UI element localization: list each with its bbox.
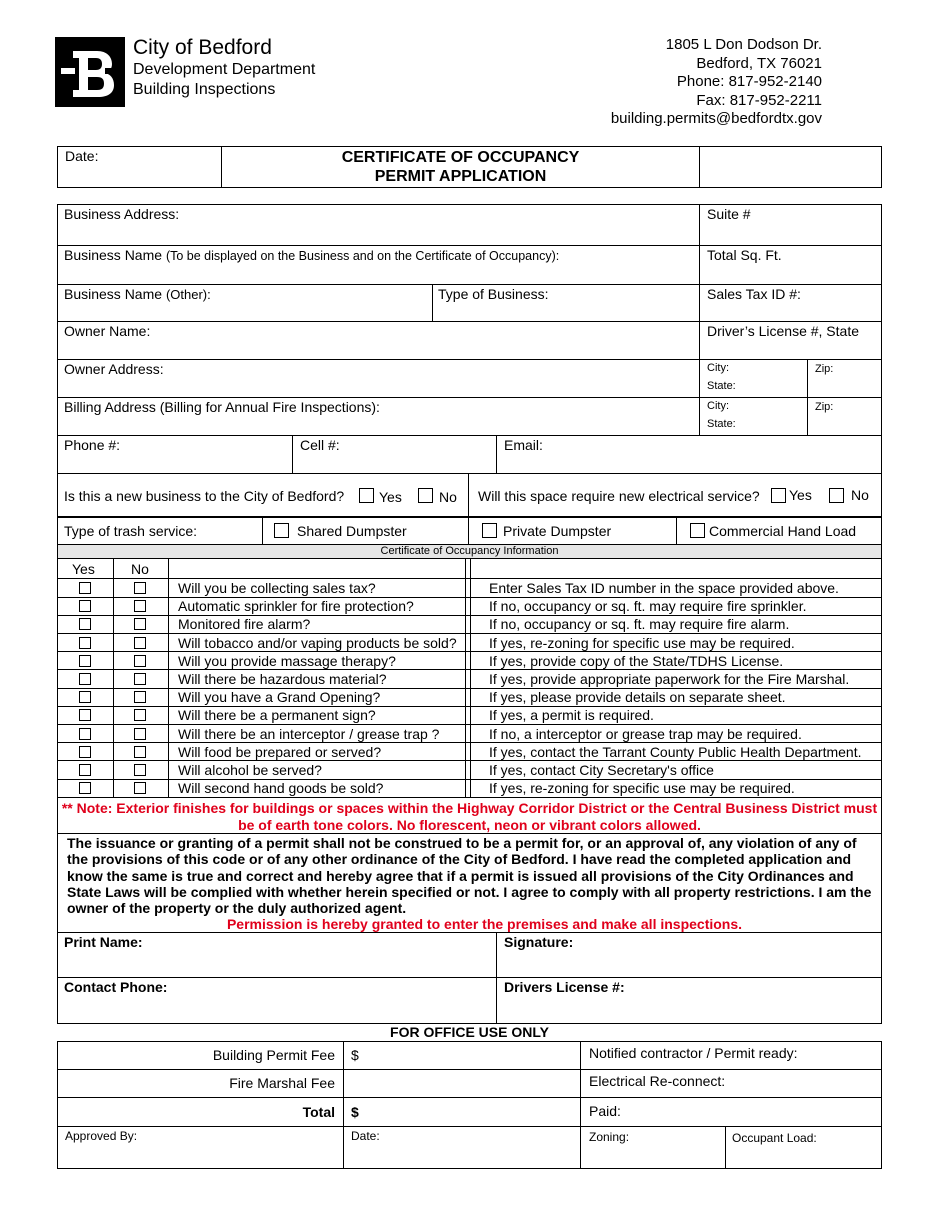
city-logo <box>55 37 125 107</box>
certification-line: State Laws will be complied with whether herein specified or not. I agree to comply with all property restrictions. I am the <box>67 883 872 900</box>
form-title-line2: PERMIT APPLICATION <box>374 168 547 185</box>
co-question-text: Will you be collecting sales tax? <box>178 580 376 596</box>
commercial-hand-load-label: Commercial Hand Load <box>709 523 857 539</box>
owner-city-field[interactable]: City: <box>707 362 729 374</box>
total-sqft-field[interactable]: Total Sq. Ft. <box>707 247 782 263</box>
co-question-row <box>57 579 882 597</box>
business-name-other-note: (Other): <box>165 287 211 302</box>
co-no-checkbox[interactable] <box>134 691 146 703</box>
co-question-row <box>57 761 882 779</box>
co-yes-checkbox[interactable] <box>79 728 91 740</box>
drivers-license-state-field[interactable]: Driver’s License #, State <box>707 323 859 339</box>
org-name: City of Bedford <box>133 36 272 59</box>
new-business-question: Is this a new business to the City of Bedford? <box>64 488 345 504</box>
co-yes-checkbox[interactable] <box>79 764 91 776</box>
owner-name-field[interactable]: Owner Name: <box>64 323 151 339</box>
co-yes-checkbox[interactable] <box>79 582 91 594</box>
fax-number: Fax: 817-952-2211 <box>696 91 822 109</box>
suite-field[interactable]: Suite # <box>707 206 751 222</box>
yes-column-header: Yes <box>72 561 95 577</box>
co-question-text: Will you provide massage therapy? <box>178 652 396 669</box>
co-no-checkbox[interactable] <box>134 782 146 794</box>
co-no-checkbox[interactable] <box>134 582 146 594</box>
owner-zip-field[interactable]: Zip: <box>815 363 834 375</box>
title-blank-cell[interactable] <box>700 147 881 187</box>
address-block <box>611 36 822 129</box>
no-column-header: No <box>131 561 149 577</box>
total-label: Total <box>302 1104 335 1120</box>
co-question-text: Will you have a Grand Opening? <box>178 689 381 706</box>
billing-state-field[interactable]: State: <box>707 418 736 430</box>
department-name: Development Department <box>133 61 316 78</box>
electrical-no-label: No <box>851 487 869 503</box>
co-question-note: If no, occupancy or sq. ft. may require fire alarm. <box>489 616 790 633</box>
co-no-checkbox[interactable] <box>134 637 146 649</box>
co-yes-checkbox[interactable] <box>79 691 91 703</box>
co-question-text: Will there be an interceptor / grease trap ? <box>178 725 440 742</box>
occupant-load-field[interactable]: Occupant Load: <box>732 1131 817 1145</box>
co-question-note: If yes, provide appropriate paperwork for the Fire Marshal. <box>489 671 850 687</box>
total-field[interactable]: $ <box>351 1104 359 1120</box>
co-yes-checkbox[interactable] <box>79 746 91 758</box>
permission-statement: Permission is hereby granted to enter the premises and make all inspections. <box>226 916 743 932</box>
co-question-text: Will second hand goods be sold? <box>178 780 384 797</box>
co-question-text: Will there be hazardous material? <box>178 671 387 687</box>
building-permit-fee-label: Building Permit Fee <box>212 1047 335 1063</box>
address-line1: 1805 L Don Dodson Dr. <box>665 36 822 53</box>
electrical-reconnect-field[interactable]: Electrical Re-connect: <box>589 1073 726 1089</box>
date-label: Date: <box>65 148 99 164</box>
business-name-other-field[interactable] <box>64 286 211 302</box>
shared-dumpster-checkbox[interactable] <box>274 523 289 538</box>
exterior-note <box>57 800 882 834</box>
co-no-checkbox[interactable] <box>134 764 146 776</box>
business-address-field[interactable]: Business Address: <box>64 206 180 222</box>
cell-field[interactable]: Cell #: <box>300 437 340 453</box>
co-info-title: Certificate of Occupancy Information <box>380 545 559 557</box>
co-question-note: If no, a interceptor or grease trap may be required. <box>489 725 802 742</box>
co-question-note: If no, occupancy or sq. ft. may require fire sprinkler. <box>489 598 807 615</box>
form-title <box>222 148 699 186</box>
co-yes-checkbox[interactable] <box>79 709 91 721</box>
phone-number: Phone: 817-952-2140 <box>676 73 822 90</box>
co-question-note: If yes, contact City Secretary's office <box>489 762 714 778</box>
electrical-question: Will this space require new electrical service? <box>478 488 760 504</box>
business-name-other-label: Business Name <box>64 286 166 302</box>
co-yes-checkbox[interactable] <box>79 655 91 667</box>
co-question-text: Will tobacco and/or vaping products be sold? <box>178 634 457 651</box>
co-yes-checkbox[interactable] <box>79 673 91 685</box>
co-info-header <box>57 545 882 558</box>
co-question-note: Enter Sales Tax ID number in the space provided above. <box>489 580 839 596</box>
certification-line: owner of the property or the duly authorized agent. <box>67 900 407 917</box>
co-question-row <box>57 652 882 670</box>
business-name-note: (To be displayed on the Business and on the Certificate of Occupancy): <box>165 249 560 263</box>
co-question-text: Will food be prepared or served? <box>178 743 382 760</box>
co-yes-checkbox[interactable] <box>79 637 91 649</box>
shared-dumpster-label: Shared Dumpster <box>297 523 407 539</box>
billing-city-field[interactable]: City: <box>707 400 729 412</box>
co-question-row <box>57 688 882 706</box>
certification-line: know the same is true and correct and hereby agree that if a permit is issued all provisions of the City Ordinances and <box>67 867 854 884</box>
co-question-row <box>57 615 882 633</box>
co-no-checkbox[interactable] <box>134 709 146 721</box>
certification-line: the provisions of this code or of any other ordinance of the City of Bedford. I have read the completed application and <box>67 851 852 868</box>
owner-state-field[interactable]: State: <box>707 380 736 392</box>
office-date-field[interactable]: Date: <box>351 1129 380 1143</box>
co-yes-checkbox[interactable] <box>79 618 91 630</box>
co-no-checkbox[interactable] <box>134 618 146 630</box>
co-question-row <box>57 706 882 724</box>
business-name-field[interactable] <box>64 247 559 263</box>
new-business-no-label: No <box>439 489 457 505</box>
commercial-hand-load-checkbox[interactable] <box>690 523 705 538</box>
fire-marshal-fee-label: Fire Marshal Fee <box>229 1075 335 1091</box>
co-question-note: If yes, a permit is required. <box>489 707 654 724</box>
electrical-yes-checkbox[interactable] <box>771 488 786 503</box>
form-title-line1: CERTIFICATE OF OCCUPANCY <box>341 149 580 166</box>
type-of-business-field[interactable]: Type of Business: <box>438 286 549 302</box>
co-question-note: If yes, provide copy of the State/TDHS License. <box>489 652 784 669</box>
private-dumpster-checkbox[interactable] <box>482 523 497 538</box>
new-business-yes-label: Yes <box>379 489 402 505</box>
fire-marshal-fee-field[interactable] <box>344 1070 580 1097</box>
co-no-checkbox[interactable] <box>134 655 146 667</box>
permit-email[interactable]: building.permits@bedfordtx.gov <box>610 110 822 127</box>
private-dumpster-label: Private Dumpster <box>503 523 612 539</box>
business-name-label: Business Name <box>64 247 166 263</box>
drivers-license-field[interactable]: Drivers License #: <box>504 979 625 995</box>
electrical-yes-label: Yes <box>789 487 812 503</box>
co-question-note: If yes, please provide details on separate sheet. <box>489 689 786 706</box>
certification-line: The issuance or granting of a permit shall not be construed to be a permit for, or an approval of, any violation of any of <box>67 835 857 851</box>
co-question-row <box>57 779 882 797</box>
co-question-row <box>57 743 882 761</box>
co-question-note: If yes, re-zoning for specific use may be required. <box>489 780 795 797</box>
billing-zip-field[interactable]: Zip: <box>815 401 834 413</box>
co-no-checkbox[interactable] <box>134 746 146 758</box>
bedford-b-logo-icon <box>55 37 125 107</box>
co-no-checkbox[interactable] <box>134 673 146 685</box>
print-name-field[interactable]: Print Name: <box>64 934 143 950</box>
building-permit-fee-field[interactable]: $ <box>351 1047 359 1063</box>
co-question-row <box>57 634 882 652</box>
co-question-text: Monitored fire alarm? <box>178 616 311 633</box>
co-yes-checkbox[interactable] <box>79 600 91 612</box>
office-use-title: FOR OFFICE USE ONLY <box>390 1024 549 1040</box>
trash-service-label: Type of trash service: <box>64 523 198 539</box>
zoning-field[interactable]: Zoning: <box>589 1130 630 1144</box>
address-line2: Bedford, TX 76021 <box>696 54 822 72</box>
co-question-text: Will there be a permanent sign? <box>178 707 376 724</box>
co-no-checkbox[interactable] <box>134 600 146 612</box>
exterior-note-line1: ** Note: Exterior finishes for buildings or spaces within the Highway Corridor District or the Central Business District must <box>61 800 878 816</box>
co-no-checkbox[interactable] <box>134 728 146 740</box>
co-question-note: If yes, re-zoning for specific use may be required. <box>489 634 795 651</box>
co-question-row <box>57 725 882 743</box>
sales-tax-id-field[interactable]: Sales Tax ID #: <box>707 286 801 302</box>
phone-field[interactable]: Phone #: <box>64 437 121 453</box>
division-name: Building Inspections <box>133 81 276 98</box>
new-business-yes-checkbox[interactable] <box>359 488 374 503</box>
signature-field[interactable]: Signature: <box>504 934 574 950</box>
co-question-row <box>57 597 882 615</box>
new-business-no-checkbox[interactable] <box>418 488 433 503</box>
paid-field[interactable]: Paid: <box>589 1103 621 1119</box>
email-field[interactable]: Email: <box>504 437 543 453</box>
owner-address-field[interactable]: Owner Address: <box>64 361 164 377</box>
co-yes-checkbox[interactable] <box>79 782 91 794</box>
co-question-text: Will alcohol be served? <box>178 762 322 778</box>
notified-contractor-field[interactable]: Notified contractor / Permit ready: <box>589 1045 798 1061</box>
co-question-note: If yes, contact the Tarrant County Public Health Department. <box>489 743 862 760</box>
electrical-no-checkbox[interactable] <box>829 488 844 503</box>
contact-phone-field[interactable]: Contact Phone: <box>64 979 168 995</box>
co-question-text: Automatic sprinkler for fire protection? <box>178 598 414 615</box>
approved-by-field[interactable]: Approved By: <box>65 1129 138 1143</box>
certification-text <box>67 835 871 916</box>
exterior-note-line2: be of earth tone colors. No florescent, neon or vibrant colors allowed. <box>238 817 701 833</box>
billing-address-field[interactable]: Billing Address (Billing for Annual Fire Inspections): <box>64 399 380 415</box>
co-question-row <box>57 670 882 688</box>
